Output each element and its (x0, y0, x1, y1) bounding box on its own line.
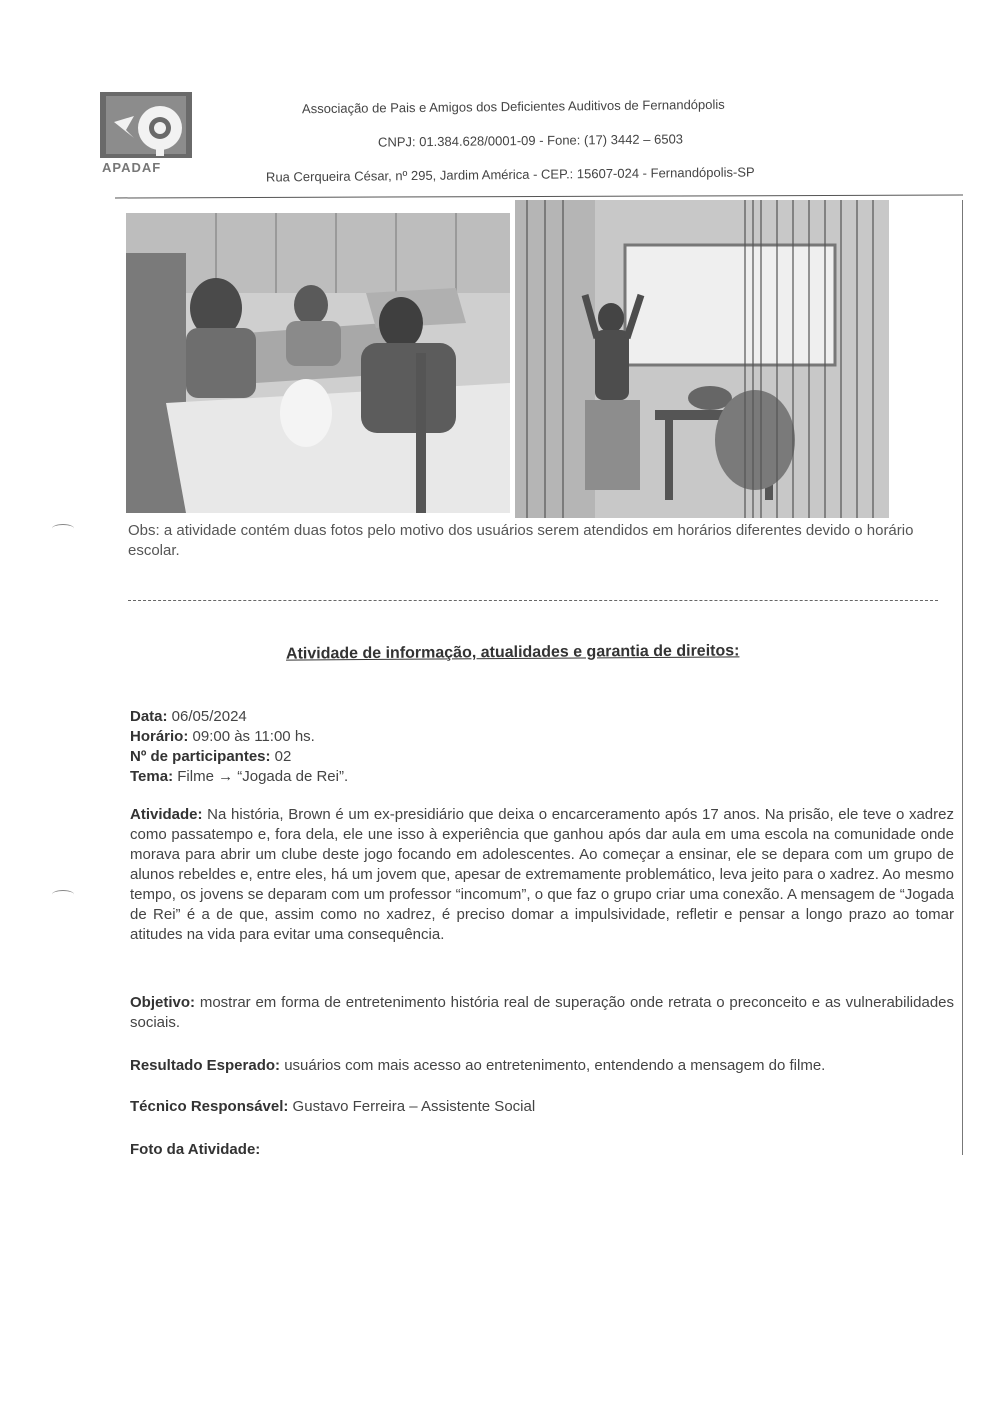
participants-value: 02 (270, 748, 292, 765)
responsible-technician-paragraph (130, 1097, 954, 1117)
margin-mark (52, 524, 74, 533)
photo-label: Foto da Atividade: (130, 1141, 261, 1158)
header-divider (115, 195, 963, 199)
expected-result-text: usuários com mais acesso ao entretenimento, entendendo a mensagem do filme. (280, 1057, 826, 1074)
meta-time (130, 727, 348, 747)
scan-border-line (962, 200, 963, 1155)
expected-result-paragraph (130, 1056, 954, 1076)
observation-note (128, 521, 940, 561)
activity-description (130, 805, 954, 945)
date-label: Data: (130, 708, 168, 725)
participants-label: Nº de participantes: (130, 748, 271, 765)
date-value: 06/05/2024 (167, 708, 247, 725)
time-label: Horário: (130, 728, 189, 745)
organization-name: Associação de Pais e Amigos dos Deficientes Auditivos de Fernandópolis (301, 96, 725, 117)
activity-photo-whiteboard (515, 200, 889, 518)
margin-mark (52, 890, 74, 899)
section-title: Atividade de informação, atualidades e garantia de direitos: (285, 642, 740, 663)
logo-text: APADAF (102, 160, 162, 175)
objective-paragraph (130, 993, 954, 1033)
technician-text: Gustavo Ferreira – Assistente Social (288, 1098, 536, 1115)
time-value: 09:00 às 11:00 hs. (188, 728, 315, 745)
address-line: Rua Cerqueira César, nº 295, Jardim América - CEP.: 15607-024 - Fernandópolis-SP (265, 164, 755, 185)
cnpj-phone-line: CNPJ: 01.384.628/0001-09 - Fone: (17) 3442 – 6503 (377, 131, 684, 150)
activity-photo-classroom (126, 213, 510, 513)
activity-photo-heading (130, 1140, 954, 1160)
technician-label: Técnico Responsável: (130, 1098, 289, 1115)
theme-label: Tema: (130, 768, 174, 785)
section-divider (128, 600, 938, 601)
activity-label: Atividade: (130, 806, 203, 823)
meta-date (130, 707, 348, 727)
meta-participants (130, 747, 348, 767)
activity-text: Na história, Brown é um ex-presidiário que deixa o encarceramento após 17 anos. Na prisão, ele teve o xadrez como passatempo e, fora dela, ele une isso à experiência que ganhou após dar aula em uma escola na comunidade onde morava para abrir um clube deste jogo focando em adolescentes. Ao começar a ensinar, ele se depara com um grupo de alunos rebeldes e, entre eles, há um jovem que, apesar de extremamente problemático, leva jeito para o xadrez. Ao mesmo tempo, os jovens se deparam com um professor “incomum”, o que faz o grupo criar uma conexão. A mensagem de “Jogada de Rei” é a de que, assim como no xadrez, é preciso domar a impulsividade, refletir e pensar a longo prazo ao tomar atitudes na vida para evitar uma consequência. (130, 806, 954, 943)
obs-label: Obs: (128, 522, 160, 539)
meta-theme (130, 767, 348, 787)
obs-text: a atividade contém duas fotos pelo motivo dos usuários serem atendidos em horários diferentes devido o horário escolar. (128, 522, 914, 559)
theme-value: Filme → “Jogada de Rei”. (173, 768, 349, 785)
activity-meta (130, 707, 348, 787)
objective-text: mostrar em forma de entretenimento história real de superação onde retrata o preconceito e as vulnerabilidades sociais. (130, 994, 954, 1031)
expected-result-label: Resultado Esperado: (130, 1057, 281, 1074)
objective-label: Objetivo: (130, 994, 196, 1011)
